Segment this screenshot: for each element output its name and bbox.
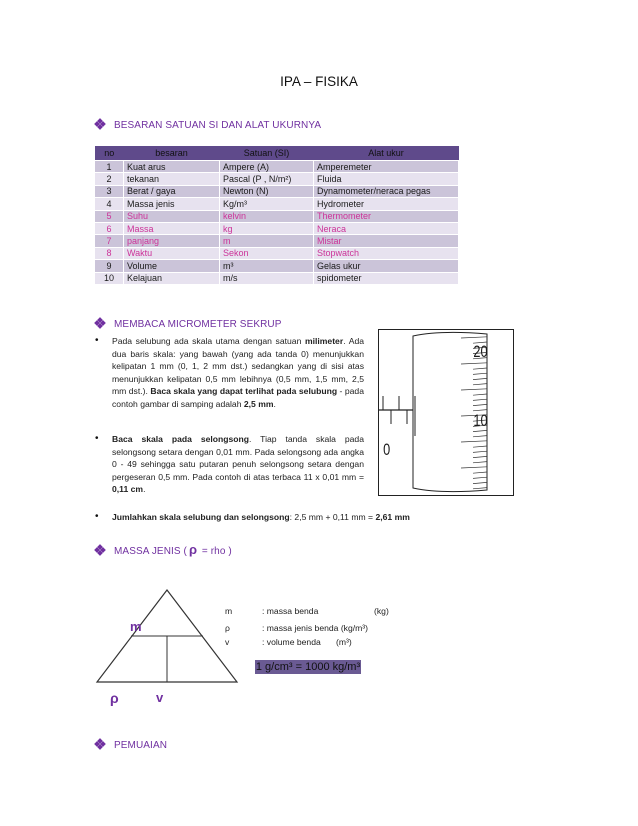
- table-cell: 9: [95, 260, 124, 272]
- table-cell: panjang: [124, 235, 220, 247]
- table-cell: Hydrometer: [314, 198, 459, 210]
- thimble-label-20: 20: [473, 342, 488, 361]
- table-row: [95, 161, 459, 173]
- diamond-bullet-icon: [95, 545, 105, 555]
- table-row: [95, 185, 459, 197]
- table-cell: spidometer: [314, 272, 459, 284]
- section-heading-massa-jenis: MASSA JENIS ( ρ = rho ): [95, 542, 232, 557]
- triangle-v-label: v: [156, 690, 164, 705]
- legend-unit-v: (m³): [336, 637, 352, 647]
- table-cell: kelvin: [220, 210, 314, 222]
- table-cell: Stopwatch: [314, 247, 459, 259]
- legend-unit-m: (kg): [374, 606, 389, 616]
- legend-desc-rho: : massa jenis benda (kg/m³): [262, 623, 369, 633]
- table-cell: Massa: [124, 222, 220, 234]
- table-row: [95, 198, 459, 210]
- bullet-dot: •: [95, 433, 99, 444]
- page-title: IPA – FISIKA: [280, 74, 358, 89]
- rho-symbol: ρ: [189, 542, 198, 557]
- table-cell: Pascal (P , N/m²): [220, 173, 314, 185]
- micrometer-paragraph-2: Baca skala pada selongsong. Tiap tanda skala pada selongsong setara dengan 0,01 mm. Pada selongsong ada angka 0 - 49 sehingga satu putaran penuh selongsong setara dengan pergeseran 0,5 mm. Pada contoh di atas terbaca 11 x 0,01 mm = 0,11 cm.: [112, 434, 364, 495]
- table-cell: m³: [220, 260, 314, 272]
- table-cell: 4: [95, 198, 124, 210]
- table-cell: Volume: [124, 260, 220, 272]
- bullet-dot: •: [95, 511, 99, 522]
- table-cell: Massa jenis: [124, 198, 220, 210]
- legend-desc-v: : volume benda: [262, 637, 321, 647]
- bullet-dot: •: [95, 335, 99, 346]
- diamond-bullet-icon: [95, 119, 105, 129]
- section-heading-micrometer: MEMBACA MICROMETER SEKRUP: [95, 318, 282, 330]
- micrometer-scale-drawing: [379, 330, 513, 495]
- table-cell: Newton (N): [220, 185, 314, 197]
- table-cell: Ampere (A): [220, 161, 314, 173]
- section-heading-besaran: BESARAN SATUAN SI DAN ALAT UKURNYA: [95, 119, 321, 131]
- thimble-label-10: 10: [473, 411, 488, 430]
- table-cell: Amperemeter: [314, 161, 459, 173]
- legend-sym-v: v: [225, 637, 230, 647]
- table-cell: Suhu: [124, 210, 220, 222]
- table-cell: 8: [95, 247, 124, 259]
- table-cell: Neraca: [314, 222, 459, 234]
- table-header: Satuan (SI): [220, 146, 314, 161]
- sleeve-label-0: 0: [383, 440, 391, 459]
- diamond-bullet-icon: [95, 318, 105, 328]
- micrometer-paragraph-1: Pada selubung ada skala utama dengan satuan milimeter. Ada dua baris skala: yang bawah (yang ada tanda 0) menunjukkan kelipatan 1 mm (0, 1, 2 mm dst.) sedangkan yang di sisi atas menunjukkan kelipatan 0,5 mm lebihnya (0,5 mm, 1,5 mm, 2,5 mm dst.). Baca skala yang dapat terlihat pada selubung - pada contoh gambar di samping adalah 2,5 mm.: [112, 336, 364, 409]
- micrometer-figure: [378, 329, 514, 496]
- micrometer-paragraph-3: Jumlahkan skala selubung dan selongsong: 2,5 mm + 0,11 mm = 2,61 mm: [112, 512, 410, 522]
- table-cell: Waktu: [124, 247, 220, 259]
- table-cell: Gelas ukur: [314, 260, 459, 272]
- table-cell: Fluida: [314, 173, 459, 185]
- besaran-table: [95, 146, 459, 285]
- table-cell: m: [220, 235, 314, 247]
- legend-sym-rho: ρ: [225, 623, 230, 633]
- conversion-box: 1 g/cm³ = 1000 kg/m³: [255, 661, 361, 673]
- table-row: [95, 272, 459, 284]
- table-cell: 3: [95, 185, 124, 197]
- table-row: [95, 235, 459, 247]
- table-cell: m/s: [220, 272, 314, 284]
- table-cell: Kuat arus: [124, 161, 220, 173]
- table-cell: 10: [95, 272, 124, 284]
- table-header: Alat ukur: [314, 146, 459, 161]
- table-cell: Kelajuan: [124, 272, 220, 284]
- table-row: [95, 222, 459, 234]
- table-header: no: [95, 146, 124, 161]
- table-cell: 5: [95, 210, 124, 222]
- table-cell: Mistar: [314, 235, 459, 247]
- table-cell: Kg/m³: [220, 198, 314, 210]
- triangle-m-label: m: [130, 619, 142, 634]
- density-triangle: [93, 586, 241, 686]
- table-cell: Thermometer: [314, 210, 459, 222]
- legend-desc-m: : massa benda: [262, 606, 319, 616]
- table-cell: 7: [95, 235, 124, 247]
- table-cell: 1: [95, 161, 124, 173]
- table-cell: 2: [95, 173, 124, 185]
- table-row: [95, 247, 459, 259]
- diamond-bullet-icon: [95, 739, 105, 749]
- table-cell: 6: [95, 222, 124, 234]
- table-header: besaran: [124, 146, 220, 161]
- section-heading-pemuaian: PEMUAIAN: [95, 739, 167, 751]
- table-cell: Sekon: [220, 247, 314, 259]
- table-header-row: [95, 146, 459, 161]
- table-row: [95, 173, 459, 185]
- triangle-rho-label: ρ: [110, 690, 119, 706]
- table-cell: kg: [220, 222, 314, 234]
- legend-sym-m: m: [225, 606, 233, 616]
- table-cell: Dynamometer/neraca pegas: [314, 185, 459, 197]
- table-row: [95, 210, 459, 222]
- table-cell: tekanan: [124, 173, 220, 185]
- table-cell: Berat / gaya: [124, 185, 220, 197]
- table-row: [95, 260, 459, 272]
